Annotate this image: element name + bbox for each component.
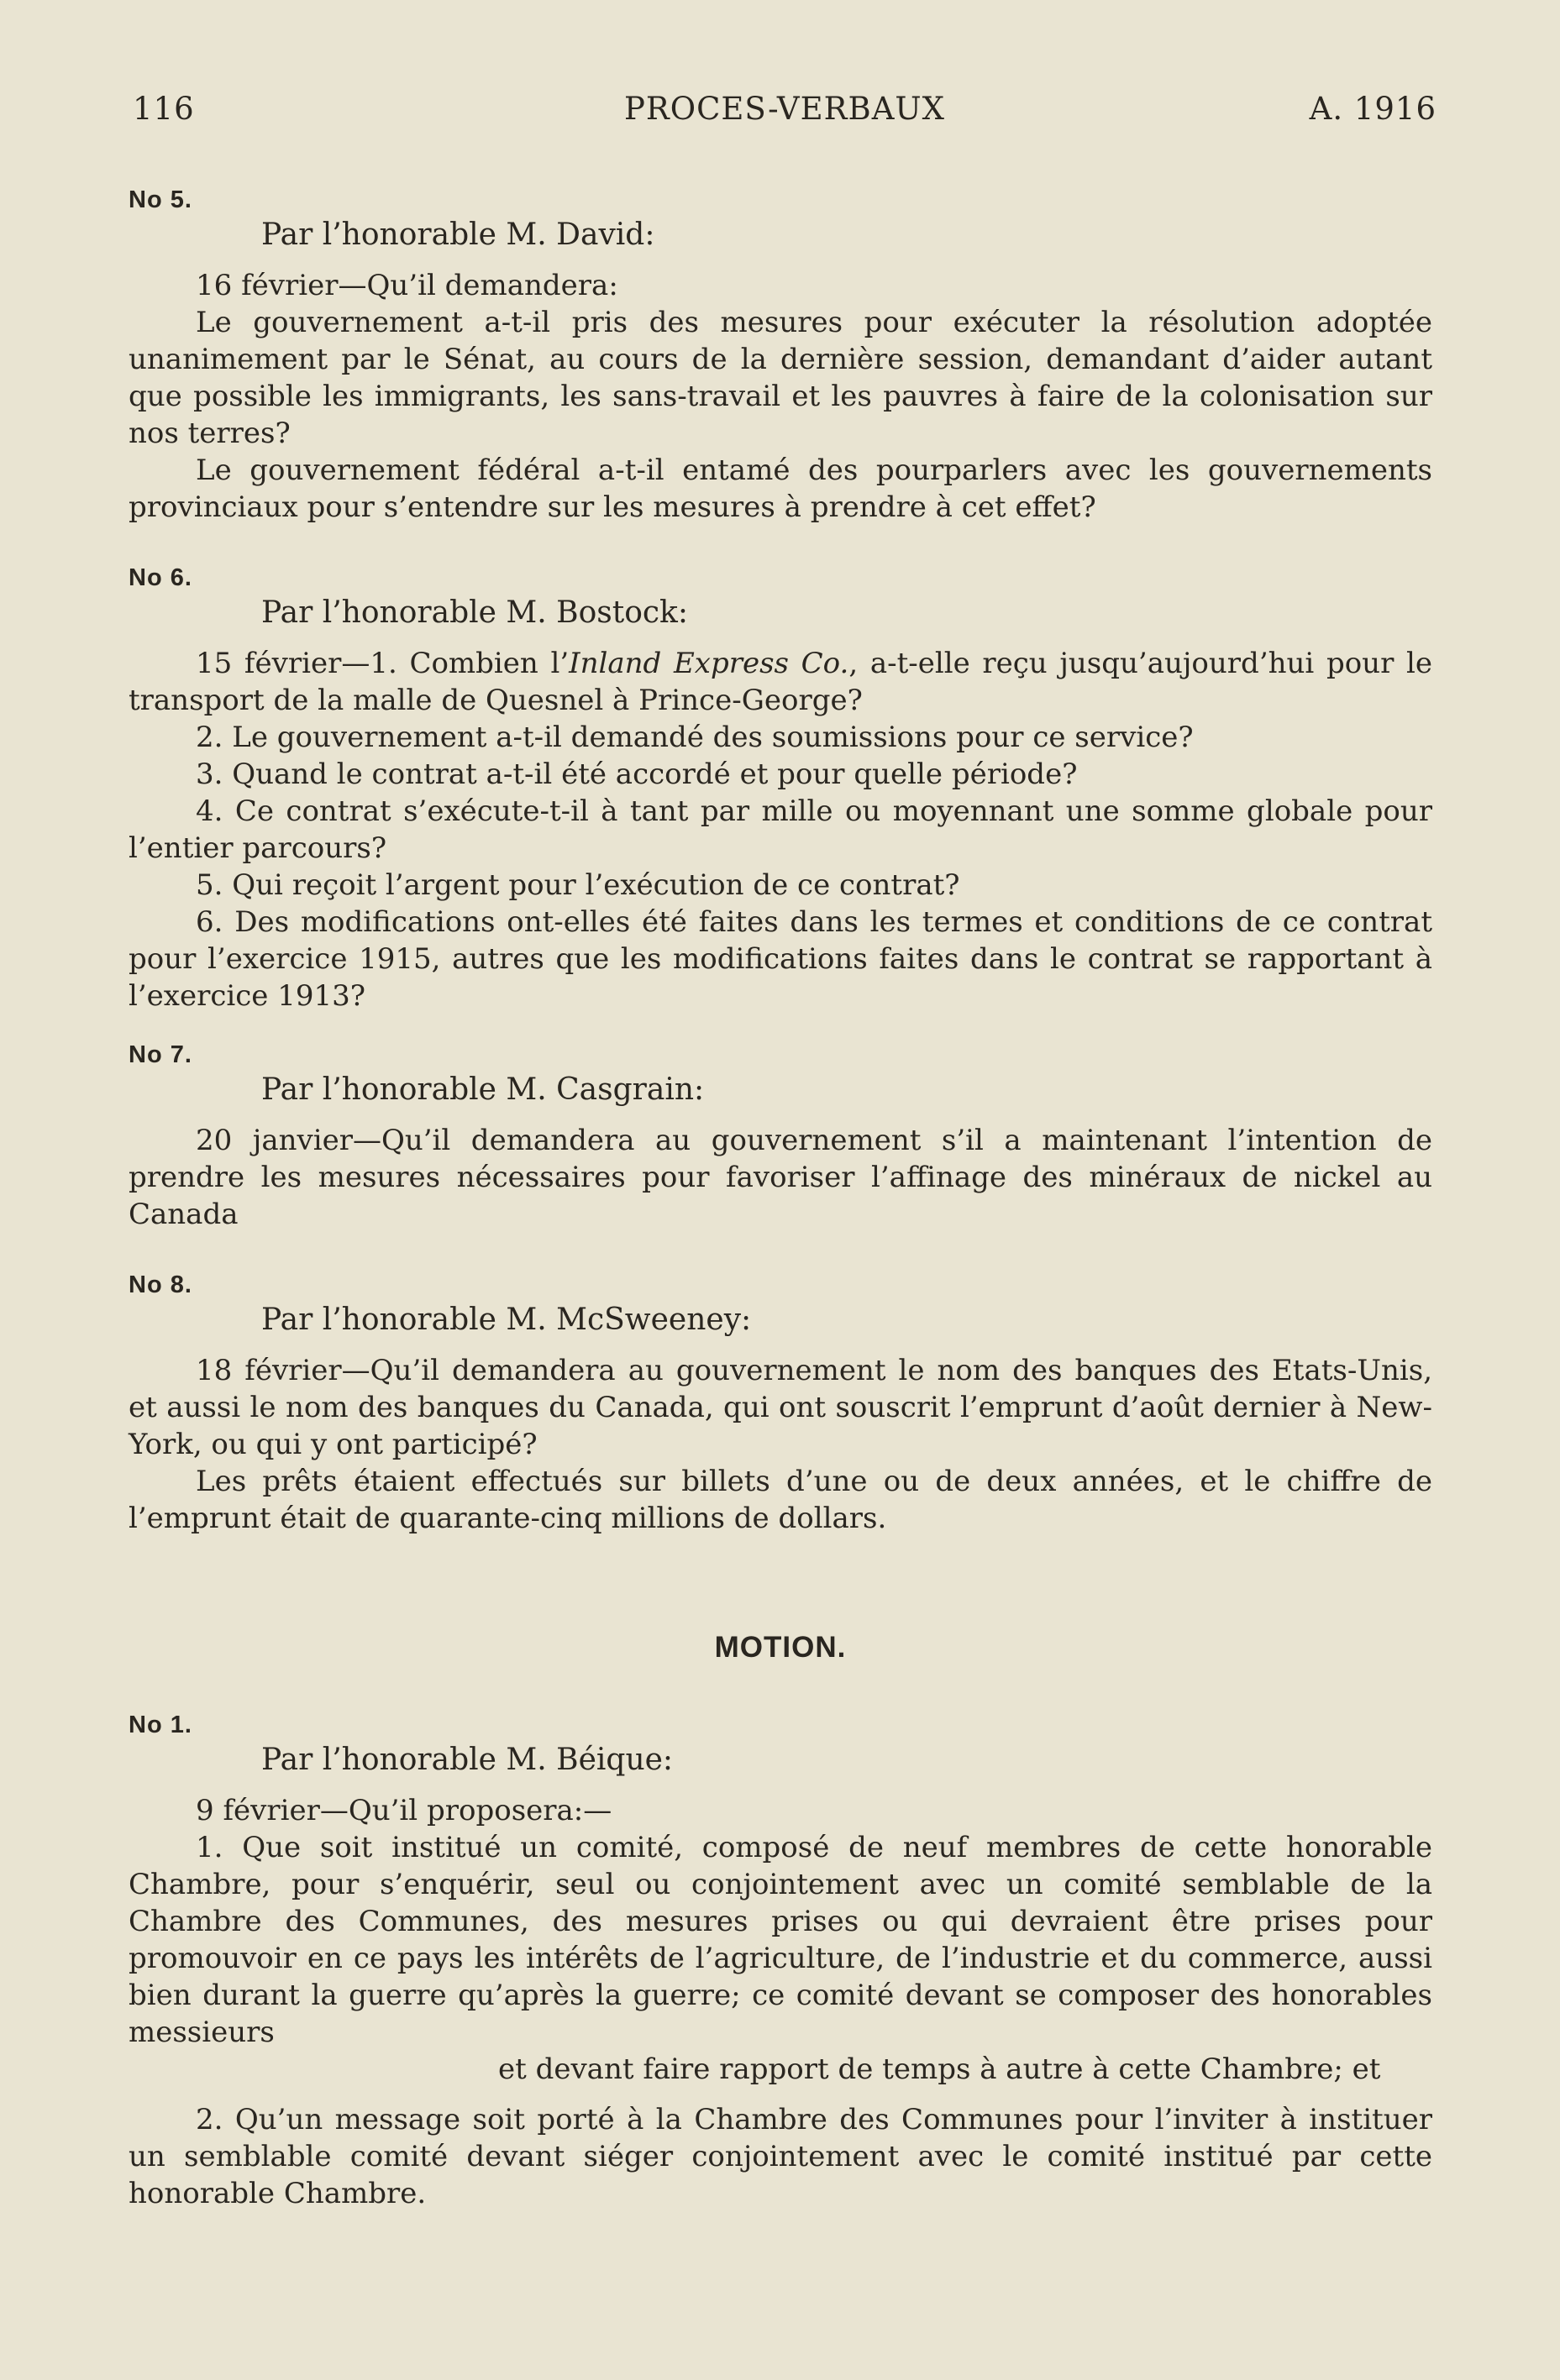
page-body xyxy=(129,183,1432,2212)
motion-point-1-tail: et devant faire rapport de temps à autre à cette Chambre; et xyxy=(498,2052,1381,2086)
motion-point-1: 1. Que soit institué un comité, composé de neuf membres de cette honorable Chambre, pour s’enquérir, seul ou conjointement avec un comité semblable de la Chambre des Communes, des mesures prises ou qui devraient être prises pour promouvoir en ce pays les intérêts de l’agriculture, de l’industrie et du commerce, aussi bien durant la guerre qu’après la guerre; ce comité devant se composer des honorables messieurs xyxy=(129,1831,1432,2049)
question-6: 6. Des modifications ont-elles été faites dans les termes et conditions de ce contrat pour l’exercice 1915, autres que les modifications faites dans le contrat se rapportant à l’exercice 1913? xyxy=(129,905,1432,1013)
question-1-end: , a-t-elle reçu jusqu’aujourd’hui pour le transport de la malle de Quesnel à Prince-George? xyxy=(129,647,1432,717)
paragraph: 18 février—Qu’il demandera au gouvernement le nom des banques des Etats-Unis, et aussi le nom des banques du Canada, qui ont souscrit l’emprunt d’août dernier à New-York, ou qui y ont participé? xyxy=(129,1354,1432,1461)
date-line: 9 février—Qu’il proposera:— xyxy=(196,1794,612,1827)
entry-no-8 xyxy=(129,1268,1432,1537)
company-name: Inland Express Co. xyxy=(569,647,849,680)
motion-section xyxy=(129,1631,1432,2212)
question-5: 5. Qui reçoit l’argent pour l’exécution de ce contrat? xyxy=(196,868,960,902)
mover-line: Par l’honorable M. Béique: xyxy=(261,1743,674,1777)
entry-no-6 xyxy=(129,561,1432,1014)
motion-point-2: 2. Qu’un message soit porté à la Chambre des Communes pour l’inviter à instituer un semblable comité devant siéger conjointement avec le comité institué par cette honorable Chambre. xyxy=(129,2103,1432,2210)
page-header xyxy=(133,91,1437,141)
entry-number: No 1. xyxy=(129,1712,192,1738)
question-4: 4. Ce contrat s’exécute-t-il à tant par mille ou moyennant une somme globale pour l’entier parcours? xyxy=(129,794,1432,865)
entry-no-7 xyxy=(129,1038,1432,1233)
mover-line: Par l’honorable M. McSweeney: xyxy=(261,1303,752,1337)
running-title: PROCES-VERBAUX xyxy=(624,91,945,127)
page-number: 116 xyxy=(133,91,195,127)
question-2: 2. Le gouvernement a-t-il demandé des soumissions pour ce service? xyxy=(196,721,1194,754)
paragraph: 20 janvier—Qu’il demandera au gouvernement s’il a maintenant l’intention de prendre les mesures nécessaires pour favoriser l’affinage des minéraux de nickel au Canada xyxy=(129,1124,1432,1231)
entry-no-5 xyxy=(129,183,1432,526)
session-year: A. 1916 xyxy=(1309,91,1437,127)
entry-number: No 5. xyxy=(129,186,192,213)
question-3: 3. Quand le contrat a-t-il été accordé et pour quelle période? xyxy=(196,758,1078,791)
paragraph: Le gouvernement fédéral a-t-il entamé des pourparlers avec les gouvernements provinciaux pour s’entendre sur les mesures à prendre à cet effet? xyxy=(129,453,1432,524)
entry-number: No 8. xyxy=(129,1271,192,1298)
paragraph: Les prêts étaient effectués sur billets d’une ou de deux années, et le chiffre de l’emprunt était de quarante-cinq millions de dollars. xyxy=(129,1465,1432,1535)
mover-line: Par l’honorable M. David: xyxy=(261,218,655,252)
paragraph: Le gouvernement a-t-il pris des mesures pour exécuter la résolution adoptée unanimement par le Sénat, au cours de la dernière session, demandant d’aider autant que possible les immigrants, les sans-travail et les pauvres à faire de la colonisation sur nos terres? xyxy=(129,306,1432,450)
date-line: 16 février—Qu’il demandera: xyxy=(196,269,618,302)
question-1-start: 15 février—1. Combien l’ xyxy=(196,647,570,680)
question-1 xyxy=(129,645,1432,719)
mover-line: Par l’honorable M. Bostock: xyxy=(261,595,688,630)
motion-heading: MOTION. xyxy=(714,1631,847,1664)
mover-line: Par l’honorable M. Casgrain: xyxy=(261,1072,705,1107)
entry-number: No 7. xyxy=(129,1041,192,1068)
entry-number: No 6. xyxy=(129,564,192,591)
